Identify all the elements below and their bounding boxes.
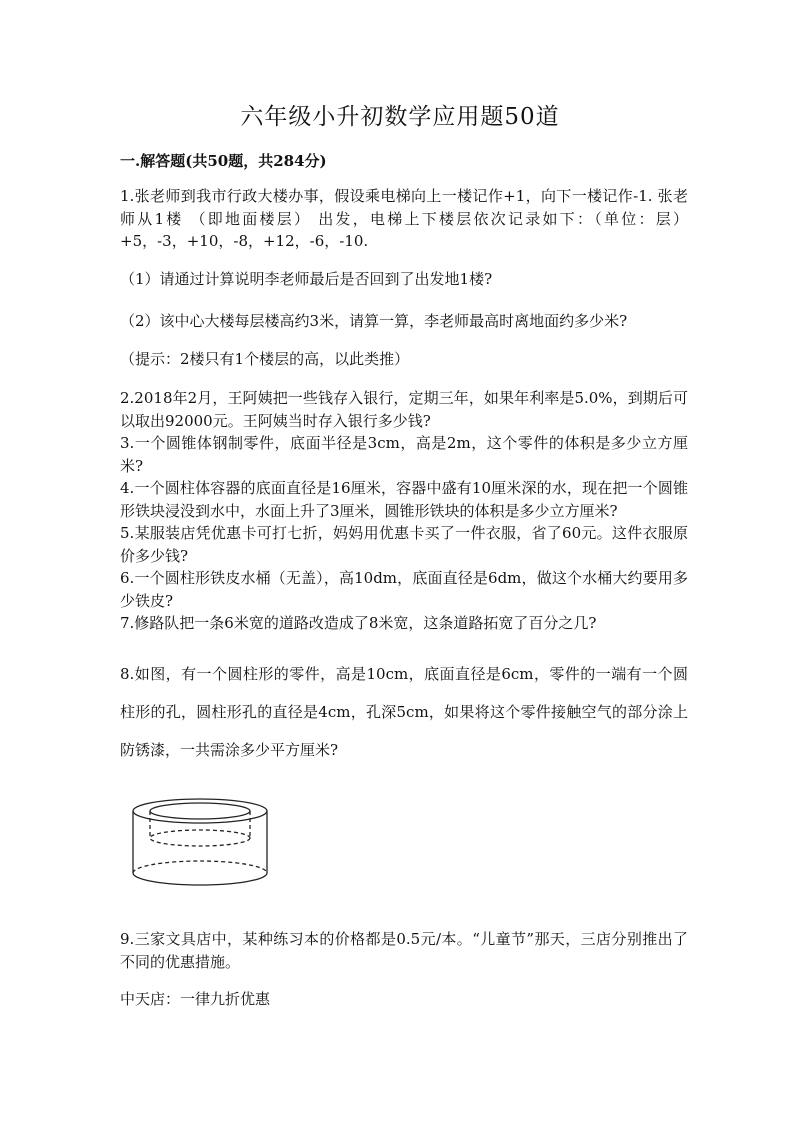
page-title: 六年级小升初数学应用题50道	[240, 104, 560, 130]
hole-bottom-ellipse	[150, 830, 250, 846]
question-1-part-1: （1）请通过计算说明李老师最后是否回到了出发地1楼?	[120, 270, 493, 288]
cylinder-figure	[128, 793, 288, 893]
question-4: 4.一个圆柱体容器的底面直径是16厘米，容器中盛有10厘米深的水，现在把一个圆锥形铁块浸没到水中，水面上升了3厘米，圆锥形铁块的体积是多少立方厘米?	[120, 479, 688, 520]
question-3: 3.一个圆锥体钢制零件，底面半径是3cm，高是2m，这个零件的体积是多少立方厘米?	[120, 434, 688, 475]
hole-top-ellipse	[150, 803, 250, 819]
question-6: 6.一个圆柱形铁皮水桶（无盖），高10dm，底面直径是6dm，做这个水桶大约要用多少铁皮?	[120, 569, 688, 610]
question-8: 8.如图，有一个圆柱形的零件，高是10cm，底面直径是6cm，零件的一端有一个圆柱形的孔，圆柱形孔的直径是4cm，孔深5cm，如果将这个零件接触空气的部分涂上防锈漆，一共需涂多少平方厘米?	[120, 665, 688, 759]
outer-bottom-front	[133, 873, 267, 885]
question-1-part-2: （2）该中心大楼每层楼高约3米，请算一算，李老师最高时离地面约多少米?	[120, 312, 628, 330]
question-9: 9.三家文具店中，某种练习本的价格都是0.5元/本。“儿童节”那天，三店分别推出了不同的优惠措施。	[120, 930, 688, 971]
question-1-hint: （提示：2楼只有1个楼层的高，以此类推）	[120, 350, 410, 368]
question-1	[120, 185, 688, 253]
question-7: 7.修路队把一条6米宽的道路改造成了8米宽，这条道路拓宽了百分之几?	[120, 614, 597, 632]
question-9-store: 中天店：一律九折优惠	[120, 990, 271, 1008]
question-1-text: 1.张老师到我市行政大楼办事，假设乘电梯向上一楼记作+1，向下一楼记作-1. 张老师从1楼 （即地面楼层） 出发，电梯上下楼层依次记录如下：（单位：层）+5，-3，+10，-8，+12，-6，-10.	[120, 187, 688, 250]
question-list	[120, 387, 688, 635]
outer-bottom-back	[133, 861, 267, 873]
question-5: 5.某服装店凭优惠卡可打七折，妈妈用优惠卡买了一件衣服，省了60元。这件衣服原价多少钱?	[120, 524, 688, 565]
question-2: 2.2018年2月，王阿姨把一些钱存入银行，定期三年，如果年利率是5.0%，到期后可以取出92000元。王阿姨当时存入银行多少钱?	[120, 389, 688, 430]
section-heading: 一.解答题(共50题，共284分)	[120, 152, 327, 170]
